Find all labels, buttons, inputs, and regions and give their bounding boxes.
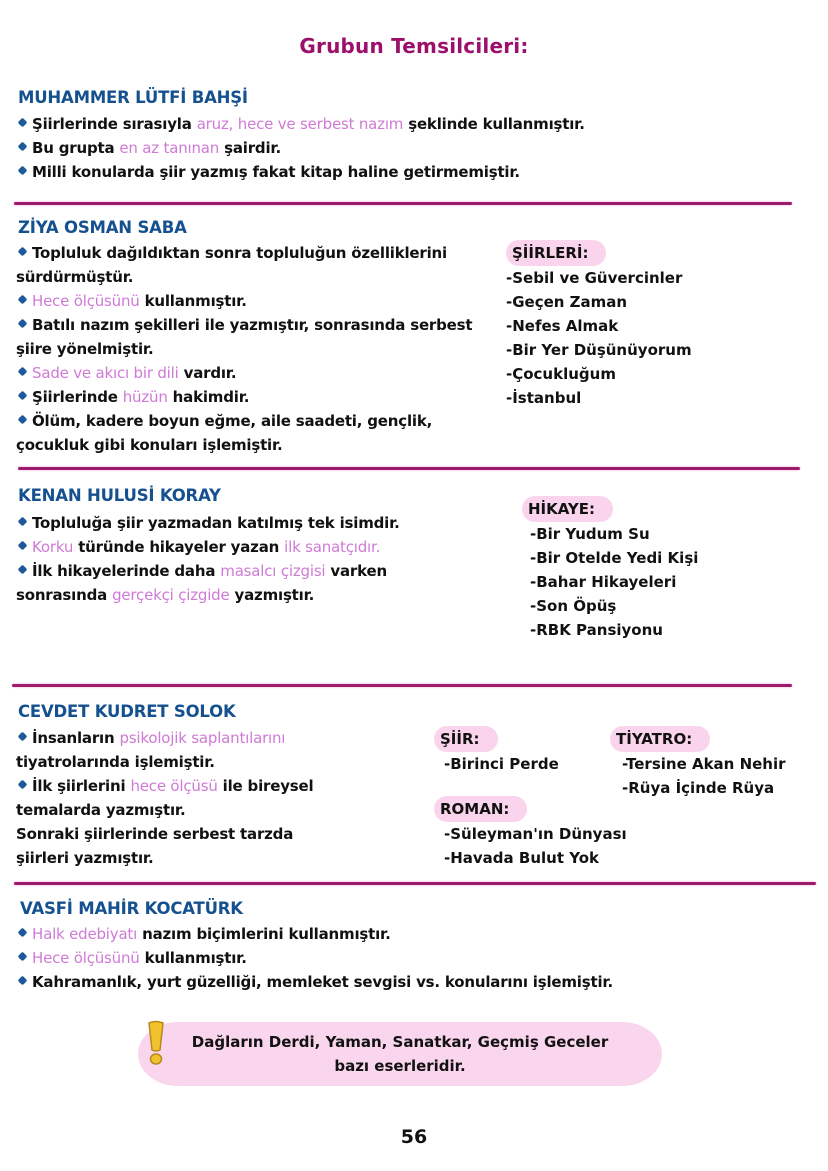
section-heading-muhammer-lutfi-bahsi: MUHAMMER LÜTFİ BAHŞİ <box>18 88 248 107</box>
continuation-line: şiire yönelmiştir. <box>16 340 154 358</box>
work-item: -Bahar Hikayeleri <box>530 573 677 591</box>
exclamation-icon <box>146 1020 166 1066</box>
work-item: -Tersine Akan Nehir <box>622 755 786 773</box>
bullet-icon <box>18 541 28 551</box>
works-list-kenan-hulusi-koray <box>522 496 698 642</box>
bullet-line: Topluluğa şiir yazmadan katılmış tek isimdir. <box>16 511 400 535</box>
bullet-icon <box>18 166 28 176</box>
bullet-icon <box>18 118 28 128</box>
highlighted-text: masalcı çizgisi <box>220 562 326 580</box>
work-item: -Sebil ve Güvercinler <box>506 269 683 287</box>
section-body-ziya-osman-saba <box>16 241 472 457</box>
highlighted-text: ilk sanatçıdır. <box>284 538 381 556</box>
bullet-line: Sade ve akıcı bir dili vardır. <box>16 361 472 385</box>
continuation-line: Sonraki şiirlerinde serbest tarzda <box>16 825 294 843</box>
work-item: -Bir Yudum Su <box>530 525 650 543</box>
bullet-line: Ölüm, kadere boyun eğme, aile saadeti, gençlik, <box>16 409 472 433</box>
bullet-line: Halk edebiyatı nazım biçimlerini kullanmıştır. <box>16 922 613 946</box>
page-number: 56 <box>400 1126 428 1148</box>
bullet-icon <box>18 976 28 986</box>
work-item: -Geçen Zaman <box>506 293 628 311</box>
bullet-icon <box>18 367 28 377</box>
continuation-line: şiirleri yazmıştır. <box>16 849 154 867</box>
bullet-line: Topluluk dağıldıktan sonra topluluğun özelliklerini <box>16 241 472 265</box>
bullet-icon <box>18 952 28 962</box>
bullet-line: İnsanların psikolojik saplantılarını <box>16 726 313 750</box>
highlighted-text: gerçekçi çizgide <box>112 586 230 604</box>
continuation-line: sonrasında gerçekçi çizgide yazmıştır. <box>16 586 315 604</box>
bullet-line: Korku türünde hikayeler yazan ilk sanatçıdır. <box>16 535 400 559</box>
section-body-vasfi-mahir-kocaturk <box>16 922 613 994</box>
section-divider <box>12 684 792 687</box>
bullet-icon <box>18 142 28 152</box>
bullet-icon <box>18 565 28 575</box>
bullet-icon <box>18 415 28 425</box>
continuation-line: temalarda yazmıştır. <box>16 801 186 819</box>
bullet-icon <box>18 247 28 257</box>
work-item: -Birinci Perde <box>444 755 559 773</box>
highlighted-text: Halk edebiyatı <box>32 925 138 943</box>
work-item: -Süleyman'ın Dünyası <box>444 825 627 843</box>
section-body-cevdet-kudret-solok <box>16 726 313 870</box>
bullet-line: Milli konularda şiir yazmış fakat kitap haline getirmemiştir. <box>16 160 585 184</box>
highlighted-text: hüzün <box>122 388 168 406</box>
bullet-icon <box>18 391 28 401</box>
note-text: Dağların Derdi, Yaman, Sanatkar, Geçmiş Geceler bazı eserleridir. <box>191 1033 609 1075</box>
section-body-kenan-hulusi-koray <box>16 511 400 607</box>
note-callout <box>138 1022 662 1086</box>
bullet-icon <box>18 295 28 305</box>
works-label-pill: TİYATRO: <box>610 726 710 752</box>
bullet-icon <box>18 732 28 742</box>
work-item: -RBK Pansiyonu <box>530 621 663 639</box>
works-label-pill: ŞİİR: <box>434 726 498 752</box>
works-group-roman <box>434 796 627 870</box>
bullet-icon <box>18 319 28 329</box>
highlighted-text: en az tanınan <box>119 139 220 157</box>
bullet-line: Hece ölçüsünü kullanmıştır. <box>16 946 613 970</box>
section-body-muhammer-lutfi-bahsi <box>16 112 585 184</box>
bullet-line: Şiirlerinde sırasıyla aruz, hece ve serbest nazım şeklinde kullanmıştır. <box>16 112 585 136</box>
works-group-tiyatro <box>610 726 786 800</box>
highlighted-text: Hece ölçüsünü <box>32 949 140 967</box>
section-divider <box>14 202 792 205</box>
section-heading-kenan-hulusi-koray: KENAN HULUSİ KORAY <box>18 486 221 505</box>
work-item: -Havada Bulut Yok <box>444 849 599 867</box>
continuation-line: tiyatrolarında işlemiştir. <box>16 753 215 771</box>
work-item: -Son Öpüş <box>530 597 617 615</box>
bullet-line: Şiirlerinde hüzün hakimdir. <box>16 385 472 409</box>
highlighted-text: psikolojik saplantılarını <box>119 729 286 747</box>
works-label-pill: ROMAN: <box>434 796 527 822</box>
works-label-pill: ŞİİRLERİ: <box>506 240 606 266</box>
bullet-line: Bu grupta en az tanınan şairdir. <box>16 136 585 160</box>
works-list-ziya-osman-saba <box>506 240 692 410</box>
works-label-pill: HİKAYE: <box>522 496 613 522</box>
section-heading-vasfi-mahir-kocaturk: VASFİ MAHİR KOCATÜRK <box>20 899 243 918</box>
bullet-icon <box>18 517 28 527</box>
work-item: -Bir Yer Düşünüyorum <box>506 341 692 359</box>
section-divider <box>14 882 816 885</box>
page-title: Grubun Temsilcileri: <box>299 34 529 58</box>
bullet-icon <box>18 780 28 790</box>
highlighted-text: Korku <box>32 538 74 556</box>
highlighted-text: hece ölçüsü <box>130 777 218 795</box>
works-group-siir <box>434 726 559 776</box>
work-item: -Bir Otelde Yedi Kişi <box>530 549 699 567</box>
section-heading-ziya-osman-saba: ZİYA OSMAN SABA <box>18 218 187 237</box>
bullet-line: İlk hikayelerinde daha masalcı çizgisi varken <box>16 559 400 583</box>
bullet-line: İlk şiirlerini hece ölçüsü ile bireysel <box>16 774 313 798</box>
work-item: -Nefes Almak <box>506 317 619 335</box>
continuation-line: çocukluk gibi konuları işlemiştir. <box>16 436 283 454</box>
section-heading-cevdet-kudret-solok: CEVDET KUDRET SOLOK <box>18 702 236 721</box>
bullet-line: Hece ölçüsünü kullanmıştır. <box>16 289 472 313</box>
work-item: -İstanbul <box>506 389 582 407</box>
highlighted-text: Sade ve akıcı bir dili <box>32 364 179 382</box>
section-divider <box>18 467 800 470</box>
bullet-line: Kahramanlık, yurt güzelliği, memleket sevgisi vs. konularını işlemiştir. <box>16 970 613 994</box>
highlighted-text: aruz, hece ve serbest nazım <box>196 115 404 133</box>
bullet-icon <box>18 928 28 938</box>
continuation-line: sürdürmüştür. <box>16 268 134 286</box>
bullet-line: Batılı nazım şekilleri ile yazmıştır, sonrasında serbest <box>16 313 472 337</box>
work-item: -Çocukluğum <box>506 365 616 383</box>
highlighted-text: Hece ölçüsünü <box>32 292 140 310</box>
work-item: -Rüya İçinde Rüya <box>622 779 775 797</box>
